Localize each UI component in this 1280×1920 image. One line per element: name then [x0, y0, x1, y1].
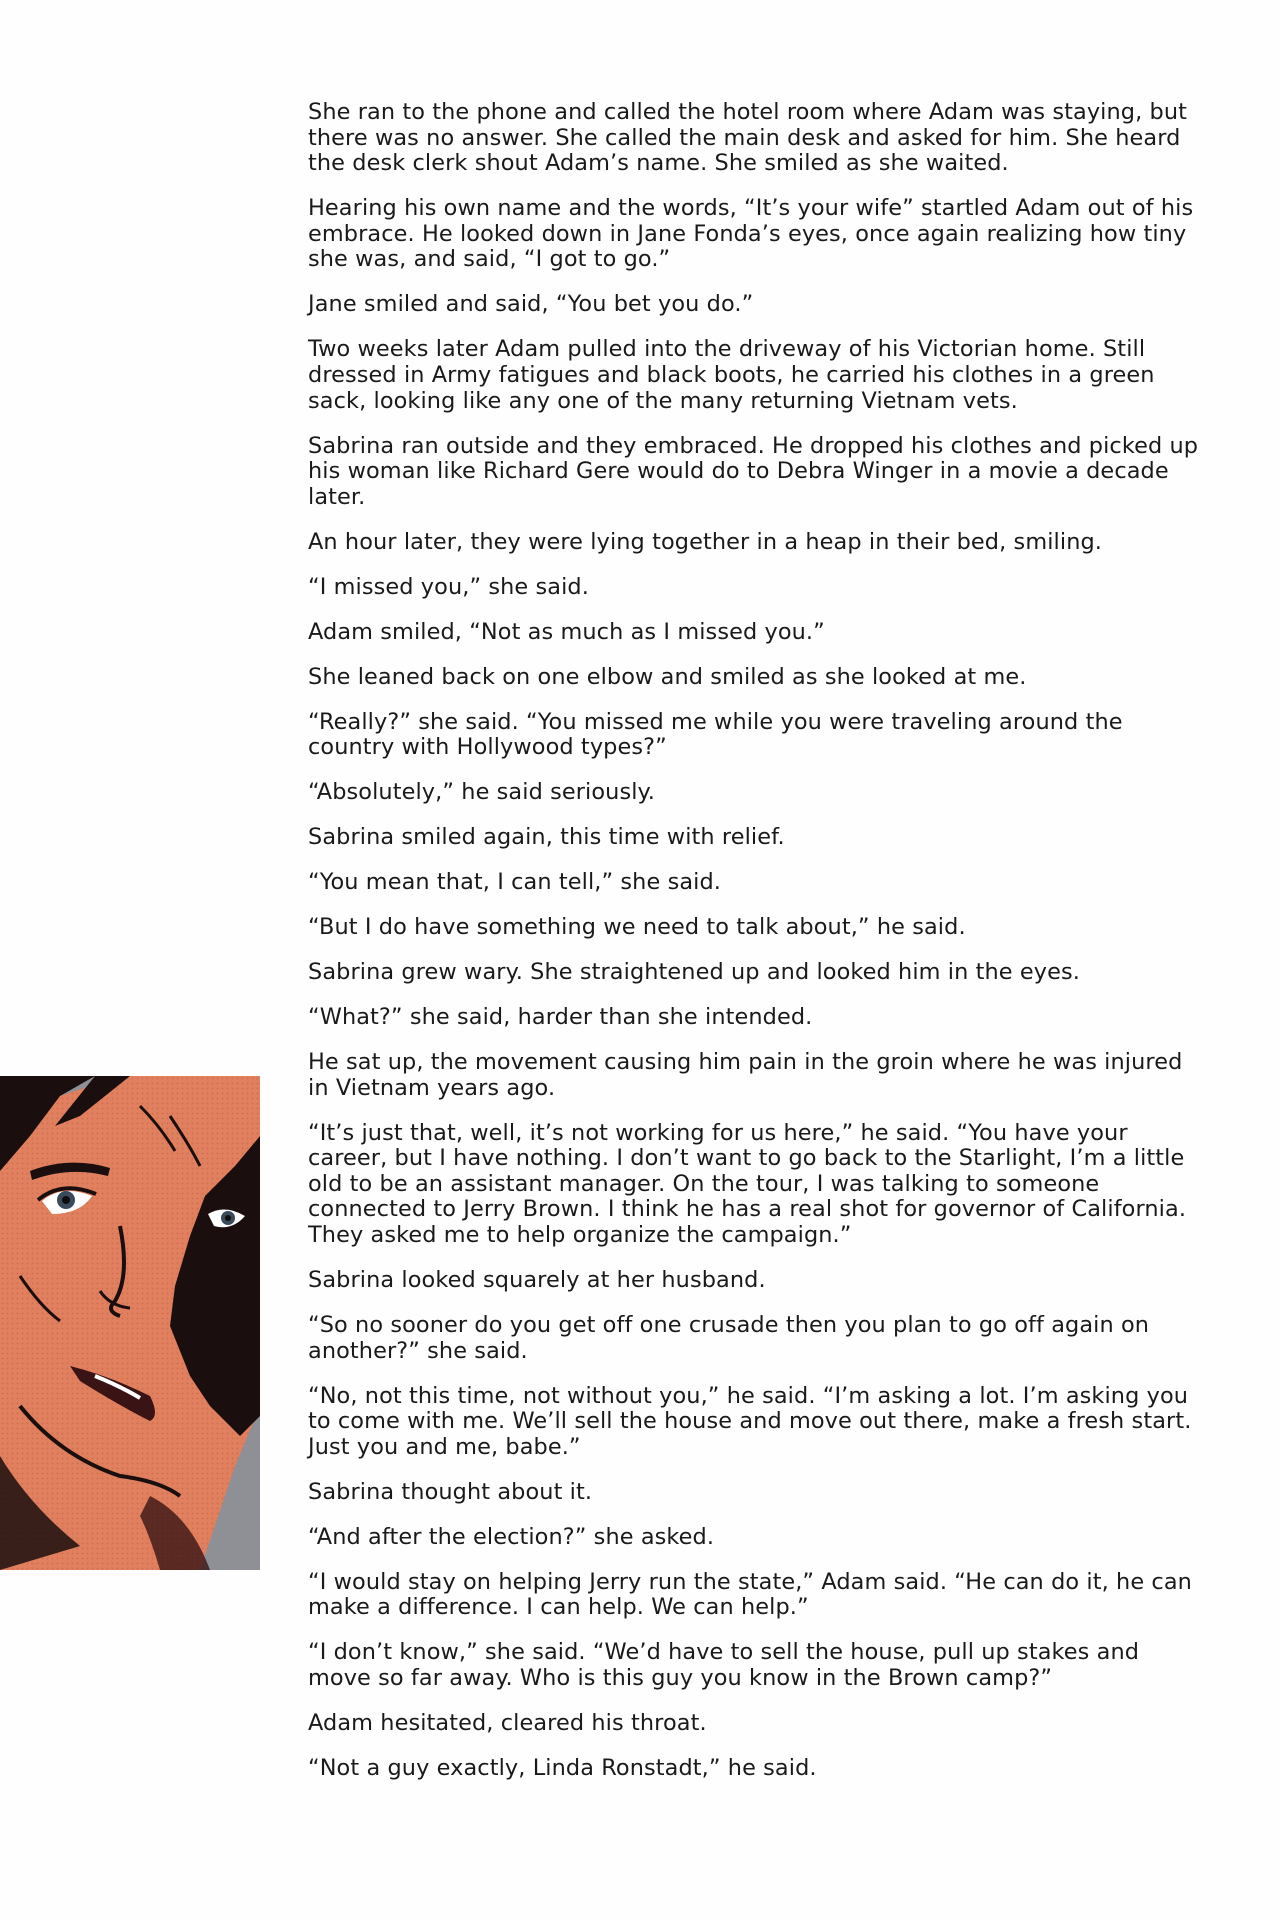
paragraph: “I would stay on helping Jerry run the state,” Adam said. “He can do it, he can make a difference. I can help. We can help.”	[308, 1568, 1192, 1621]
paragraph: “Not a guy exactly, Linda Ronstadt,” he said.	[308, 1754, 817, 1781]
paragraph: Sabrina thought about it.	[308, 1478, 593, 1505]
paragraph: “And after the election?” she asked.	[308, 1523, 715, 1550]
paragraph: “What?” she said, harder than she intended.	[308, 1004, 813, 1031]
face-illustration-svg	[0, 1076, 260, 1570]
paragraph: Sabrina grew wary. She straightened up and looked him in the eyes.	[308, 959, 1080, 986]
paragraph: Sabrina looked squarely at her husband.	[308, 1267, 766, 1294]
paragraph: “I missed you,” she said.	[308, 573, 589, 600]
paragraph: “I don’t know,” she said. “We’d have to sell the house, pull up stakes and move so far away. Who is this guy you know in the Brown camp?”	[308, 1639, 1140, 1691]
paragraph: “But I do have something we need to talk about,” he said.	[308, 914, 966, 941]
paragraph: She ran to the phone and called the hotel room where Adam was staying, but there was no answer. She called the main desk and asked for him. She heard the desk clerk shout Adam’s name. She smiled as she waited.	[308, 99, 1188, 177]
paragraph: He sat up, the movement causing him pain in the groin where he was injured in Vietnam years ago.	[308, 1049, 1183, 1101]
paragraph: Sabrina smiled again, this time with relief.	[308, 824, 785, 851]
paragraph: “Absolutely,” he said seriously.	[308, 779, 655, 806]
body-text	[308, 100, 1208, 1801]
paragraph: “So no sooner do you get off one crusade then you plan to go off again on another?” she said.	[308, 1312, 1150, 1364]
paragraph: Sabrina ran outside and they embraced. He dropped his clothes and picked up his woman like Richard Gere would do to Debra Winger in a movie a decade later.	[308, 432, 1199, 510]
paragraph: Hearing his own name and the words, “It’s your wife” startled Adam out of his embrace. He looked down in Jane Fonda’s eyes, once again realizing how tiny she was, and said, “I got to go.”	[308, 195, 1194, 273]
paragraph: Jane smiled and said, “You bet you do.”	[308, 291, 754, 318]
paragraph: Two weeks later Adam pulled into the driveway of his Victorian home. Still dressed in Army fatigues and black boots, he carried his clothes in a green sack, looking like any one of the many returning Vietnam vets.	[308, 336, 1155, 414]
paragraph: She leaned back on one elbow and smiled as she looked at me.	[308, 663, 1027, 690]
paragraph: Adam smiled, “Not as much as I missed you.”	[308, 618, 825, 645]
paragraph: Adam hesitated, cleared his throat.	[308, 1709, 707, 1736]
paragraph: “Really?” she said. “You missed me while you were traveling around the country with Hollywood types?”	[308, 708, 1123, 761]
paragraph: “It’s just that, well, it’s not working for us here,” he said. “You have your career, but I have nothing. I don’t want to go back to the Starlight, I’m a little old to be an assistant manager. On the tour, I was talking to someone connected to Jerry Brown. I think he has a real shot for governor of California. They asked me to help organize the campaign.”	[308, 1119, 1187, 1249]
paragraph: An hour later, they were lying together in a heap in their bed, smiling.	[308, 528, 1103, 555]
comic-face-illustration	[0, 1076, 260, 1570]
paragraph: “You mean that, I can tell,” she said.	[308, 869, 722, 896]
paragraph: “No, not this time, not without you,” he said. “I’m asking a lot. I’m asking you to come with me. We’ll sell the house and move out there, make a fresh start. Just you and me, babe.”	[308, 1382, 1192, 1460]
